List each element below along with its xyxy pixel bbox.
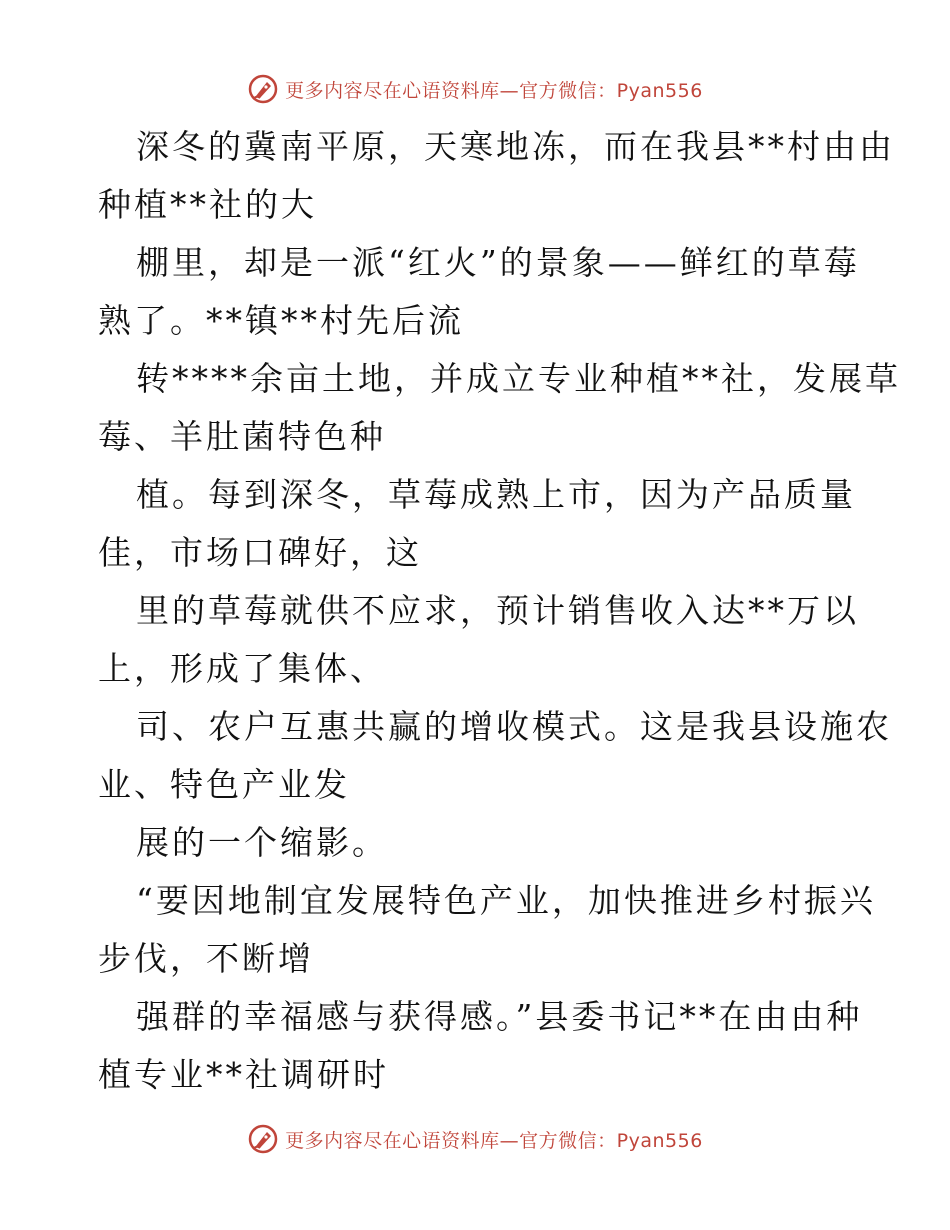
watermark-text: 更多内容尽在心语资料库—官方微信：Pyan556 — [285, 79, 703, 102]
paragraph-line: 业、特色产业发 — [98, 765, 350, 804]
pen-nib-logo-icon — [247, 1123, 279, 1155]
paragraph-line: 上，形成了集体、 — [98, 649, 386, 688]
watermark-text: 更多内容尽在心语资料库—官方微信：Pyan556 — [285, 1129, 703, 1152]
paragraph-line: 步伐，不断增 — [98, 939, 314, 978]
paragraph-line: 深冬的冀南平原，天寒地冻，而在我县**村由由 — [136, 127, 895, 166]
paragraph-line: 棚里，却是一派“红火”的景象——鲜红的草莓 — [136, 243, 860, 282]
header-watermark — [0, 72, 950, 106]
paragraph-line: 佳，市场口碑好，这 — [98, 533, 422, 572]
pen-nib-logo-icon — [247, 73, 279, 105]
paragraph-line: 种植**社的大 — [98, 185, 317, 224]
paragraph-line: 莓、羊肚菌特色种 — [98, 417, 386, 456]
body-text — [98, 118, 901, 1104]
paragraph-line: 展的一个缩影。 — [136, 823, 388, 862]
paragraph-line: 植专业**社调研时 — [98, 1055, 389, 1094]
paragraph-line: 里的草莓就供不应求，预计销售收入达**万以 — [136, 591, 859, 630]
footer-watermark — [0, 1122, 950, 1156]
paragraph-line: 司、农户互惠共赢的增收模式。这是我县设施农 — [136, 707, 892, 746]
paragraph-line: 植。每到深冬，草莓成熟上市，因为产品质量 — [136, 475, 856, 514]
paragraph-line: “要因地制宜发展特色产业，加快推进乡村振兴 — [136, 881, 876, 920]
paragraph-line: 转****余亩土地，并成立专业种植**社，发展草 — [136, 359, 901, 398]
paragraph-line: 熟了。**镇**村先后流 — [98, 301, 464, 340]
paragraph-line: 强群的幸福感与获得感。”县委书记**在由由种 — [136, 997, 863, 1036]
